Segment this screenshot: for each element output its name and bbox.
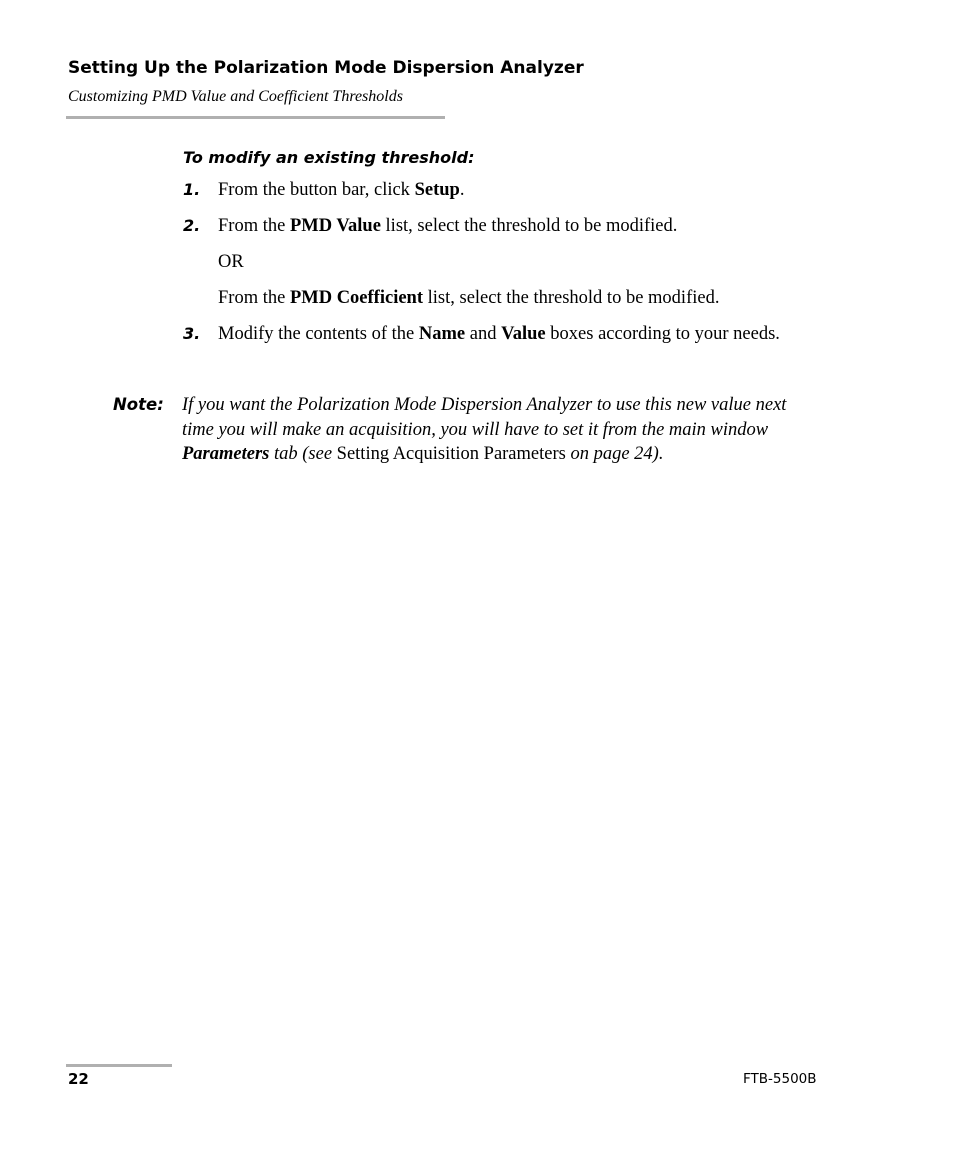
- cross-reference-link[interactable]: Setting Acquisition Parameters: [336, 444, 566, 464]
- document-id: FTB-5500B: [743, 1071, 817, 1087]
- footer-rule: [66, 1064, 172, 1067]
- note-label: Note:: [113, 395, 164, 414]
- step-3-number: 3.: [183, 324, 201, 343]
- procedure-heading: To modify an existing threshold:: [183, 148, 475, 167]
- setup-term: Setup: [414, 180, 460, 200]
- step-2-alt-text: From the PMD Coefficient list, select the threshold to be modified.: [218, 288, 720, 308]
- page-header-subtitle: Customizing PMD Value and Coefficient Thresholds: [68, 88, 403, 105]
- note-text: If you want the Polarization Mode Dispersion Analyzer to use this new value next time you will make an acquisition, you will have to set it from the main window Parameters tab (see Setting Acquisition Parameters on page 24).: [182, 395, 787, 464]
- page-number: 22: [68, 1070, 89, 1088]
- step-2-text: From the PMD Value list, select the threshold to be modified.: [218, 216, 678, 236]
- step-3-text: Modify the contents of the Name and Value boxes according to your needs.: [218, 324, 780, 344]
- parameters-term: Parameters: [182, 444, 270, 464]
- step-1-number: 1.: [183, 180, 201, 199]
- step-2-or: OR: [218, 252, 244, 272]
- name-term: Name: [418, 324, 466, 344]
- step-2-number: 2.: [183, 216, 201, 235]
- step-1-text: From the button bar, click Setup.: [218, 180, 465, 200]
- page-header-title: Setting Up the Polarization Mode Dispersion Analyzer: [68, 58, 584, 78]
- header-rule: [66, 116, 445, 119]
- value-term: Value: [501, 324, 546, 344]
- pmd-value-term: PMD Value: [289, 216, 381, 236]
- pmd-coefficient-term: PMD Coefficient: [289, 288, 423, 308]
